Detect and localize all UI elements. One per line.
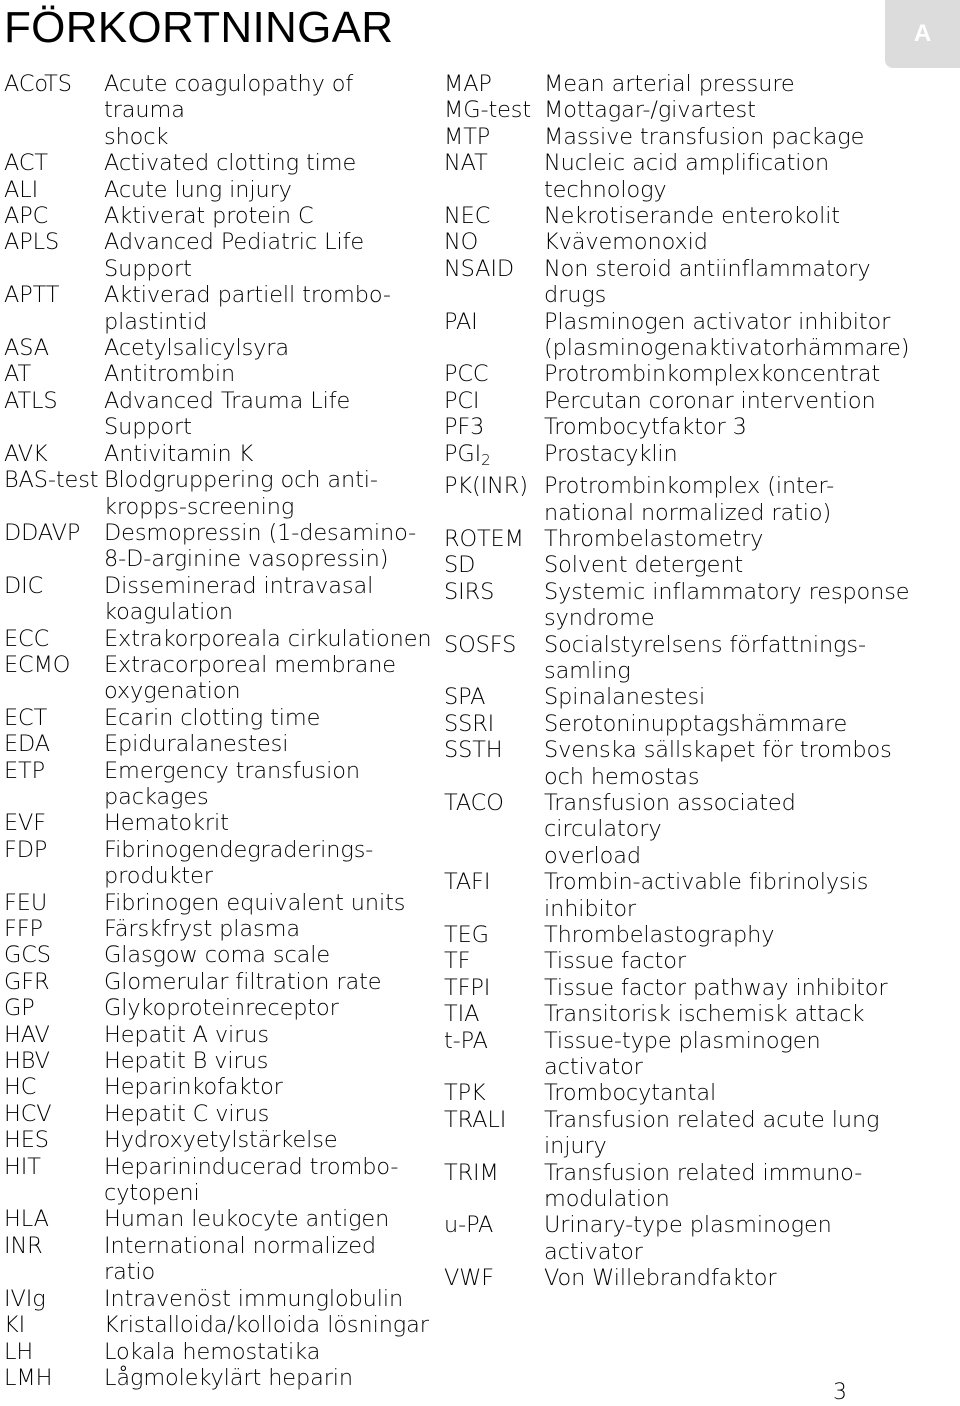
definition: Mean arterial pressure <box>544 71 795 97</box>
definition: Plasminogen activator inhibitor (plasminogenaktivatorhämmare) <box>544 308 910 362</box>
abbreviation <box>444 256 544 309</box>
abbreviation-text: MAP <box>444 71 492 97</box>
abbreviation <box>444 1028 544 1081</box>
abbreviation-entry <box>444 414 914 440</box>
abbreviation <box>444 203 544 229</box>
abbreviation-text: BAS-test <box>4 467 99 494</box>
abbreviation <box>4 890 104 916</box>
definition: Transfusion associated circulatory overload <box>544 789 796 869</box>
definition: Transfusion related acute lung injury <box>544 1106 880 1160</box>
abbreviation <box>444 975 544 1001</box>
abbreviation-text: PF3 <box>444 414 485 441</box>
definition: Urinary-type plasminogen activator <box>544 1212 832 1265</box>
abbreviation-text: PGI <box>444 440 482 467</box>
definition: Intravenöst immunglobulin <box>104 1285 404 1312</box>
abbreviation <box>4 731 104 757</box>
definition: Advanced Trauma Life Support <box>104 387 351 441</box>
definition: Systemic inflammatory response syndrome <box>544 578 910 632</box>
abbreviation-entry <box>444 309 914 362</box>
abbreviation-entry <box>444 256 914 309</box>
definition: Färskfryst plasma <box>104 916 300 942</box>
abbreviation-text: HBV <box>4 1048 50 1075</box>
definition: Protrombinkomplex (inter- national normalized ratio) <box>544 473 835 526</box>
abbreviation-text: AT <box>4 361 32 388</box>
abbreviation-text: GFR <box>4 968 50 995</box>
definition: Prostacyklin <box>544 440 678 467</box>
abbreviation-entry <box>4 758 434 811</box>
definition: Non steroid antiinflammatory drugs <box>544 255 871 309</box>
abbreviation-text: SIRS <box>444 578 495 605</box>
abbreviation-entry <box>444 441 914 473</box>
abbreviation-entry <box>444 1028 914 1081</box>
abbreviation-entry <box>4 335 434 361</box>
definition: Trombocytantal <box>544 1080 717 1107</box>
abbreviation-text: LH <box>4 1338 34 1365</box>
abbreviation-entry <box>4 282 434 335</box>
abbreviation-entry <box>4 177 434 203</box>
abbreviation <box>4 995 104 1021</box>
abbreviation-text: GCS <box>4 942 51 969</box>
definition: Aktiverad partiell trombo- plastintid <box>104 282 391 335</box>
abbreviation-text: AVK <box>4 440 48 467</box>
abbreviation-entry <box>4 1233 434 1286</box>
abbreviation <box>444 684 544 710</box>
abbreviation <box>4 229 104 282</box>
abbreviation <box>4 282 104 335</box>
abbreviation-text: u-PA <box>444 1212 494 1239</box>
abbreviation-text: NO <box>444 229 479 256</box>
abbreviation <box>4 520 104 573</box>
abbreviation <box>444 441 544 473</box>
abbreviation-entry <box>4 467 434 520</box>
abbreviation-text: SPA <box>444 684 486 711</box>
definition: Advanced Pediatric Life Support <box>104 229 365 282</box>
definition: Heparinkofaktor <box>104 1074 283 1101</box>
abbreviation-list-left <box>4 71 434 1391</box>
definition: Hydroxyetylstärkelse <box>104 1127 338 1154</box>
abbreviation <box>444 869 544 922</box>
abbreviation-entry <box>4 1365 434 1391</box>
abbreviation <box>4 810 104 836</box>
abbreviation-text: SD <box>444 552 476 579</box>
abbreviation-text: DDAVP <box>4 519 81 546</box>
definition: Glomerular filtration rate <box>104 968 382 995</box>
abbreviation-entry <box>4 441 434 467</box>
abbreviation <box>444 948 544 974</box>
abbreviation-text: LMH <box>4 1364 53 1391</box>
abbreviation <box>444 1160 544 1213</box>
abbreviation-text: MG-test <box>444 97 532 124</box>
abbreviation <box>4 1206 104 1232</box>
abbreviation-text: DIC <box>4 572 44 599</box>
abbreviation-text: TIA <box>444 1001 480 1028</box>
abbreviation <box>444 552 544 578</box>
abbreviation-entry <box>4 1022 434 1048</box>
abbreviation-entry <box>4 1339 434 1365</box>
abbreviation-text: HIT <box>4 1153 41 1180</box>
abbreviation-entry <box>444 1080 914 1106</box>
abbreviation-entry <box>4 995 434 1021</box>
abbreviation-entry <box>4 705 434 731</box>
abbreviation-entry <box>444 552 914 578</box>
abbreviation-text: ECC <box>4 625 50 652</box>
abbreviation <box>4 1233 104 1286</box>
definition: Solvent detergent <box>544 552 744 579</box>
abbreviation-entry <box>4 916 434 942</box>
section-tab: A <box>885 0 960 68</box>
definition: Tissue-type plasminogen activator <box>544 1027 821 1081</box>
abbreviation-text: ETP <box>4 757 46 784</box>
abbreviation-text: PCC <box>444 361 489 388</box>
definition: Fibrinogendegraderings- produkter <box>104 836 374 890</box>
abbreviation <box>4 1154 104 1207</box>
abbreviation-entry <box>4 652 434 705</box>
abbreviation-text: PCI <box>444 387 480 414</box>
abbreviation-text: SSTH <box>444 737 503 764</box>
abbreviation-text: ACT <box>4 150 48 177</box>
abbreviation-text: t-PA <box>444 1027 488 1054</box>
definition: Thrombelastometry <box>544 525 764 552</box>
abbreviation <box>4 1127 104 1153</box>
abbreviation-text: TRALI <box>444 1106 507 1133</box>
abbreviation <box>444 71 544 97</box>
abbreviation <box>444 1080 544 1106</box>
abbreviation-entry <box>444 869 914 922</box>
abbreviation-text: TRIM <box>444 1159 499 1186</box>
definition: Fibrinogen equivalent units <box>104 889 406 916</box>
abbreviation-entry <box>4 1048 434 1074</box>
definition: Nekrotiserande enterokolit <box>544 203 840 230</box>
abbreviation-text: HC <box>4 1074 37 1101</box>
abbreviation-entry <box>4 1127 434 1153</box>
definition: Kristalloida/kolloida lösningar <box>104 1312 429 1339</box>
abbreviation <box>444 526 544 552</box>
abbreviation <box>4 1339 104 1365</box>
abbreviation-text: ROTEM <box>444 525 524 552</box>
abbreviation-text: TFPI <box>444 974 491 1001</box>
definition: Mottagar-/givartest <box>544 97 756 124</box>
abbreviation-entry <box>444 790 914 869</box>
definition: Glasgow coma scale <box>104 942 331 969</box>
abbreviation-text: FDP <box>4 836 48 863</box>
definition: Tissue factor pathway inhibitor <box>544 974 888 1001</box>
abbreviation-entry <box>444 1001 914 1027</box>
abbreviation-entry <box>4 71 434 150</box>
abbreviation-text: HCV <box>4 1100 52 1127</box>
abbreviation-text: INR <box>4 1232 43 1259</box>
abbreviation <box>444 711 544 737</box>
definition: Massive transfusion package <box>544 123 865 150</box>
definition: Acetylsalicylsyra <box>104 335 290 362</box>
abbreviation-text: ECT <box>4 704 48 731</box>
definition: Heparininducerad trombo- cytopeni <box>104 1153 399 1207</box>
abbreviation-text: TF <box>444 948 471 975</box>
abbreviation-text: FEU <box>4 889 48 916</box>
abbreviation <box>444 361 544 387</box>
abbreviation <box>4 203 104 229</box>
definition: Socialstyrelsens författnings- samling <box>544 631 866 684</box>
abbreviation-text: MTP <box>444 123 491 150</box>
abbreviation <box>4 467 104 520</box>
abbreviation-entry <box>444 1212 914 1265</box>
abbreviation <box>4 1286 104 1312</box>
definition: Glykoproteinreceptor <box>104 995 339 1022</box>
abbreviation-entry <box>444 1160 914 1213</box>
abbreviation <box>4 626 104 652</box>
abbreviation <box>444 632 544 685</box>
definition: Desmopressin (1-desamino- 8-D-arginine vasopressin) <box>104 519 417 573</box>
abbreviation-entry <box>444 975 914 1001</box>
abbreviation-text: ECMO <box>4 651 71 678</box>
abbreviation-entry <box>444 711 914 737</box>
definition: Nucleic acid amplification technology <box>544 150 830 203</box>
abbreviation-text: SSRI <box>444 710 495 737</box>
abbreviation-entry <box>444 526 914 552</box>
abbreviation-text: APLS <box>4 229 60 256</box>
abbreviation <box>444 579 544 632</box>
abbreviation <box>4 361 104 387</box>
definition: Lokala hemostatika <box>104 1338 321 1365</box>
abbreviation <box>4 177 104 203</box>
abbreviation <box>444 1265 544 1291</box>
definition: Hepatit A virus <box>104 1021 269 1048</box>
abbreviation <box>444 1001 544 1027</box>
definition: Aktiverat protein C <box>104 203 314 230</box>
abbreviation-entry <box>4 203 434 229</box>
abbreviation-text: ATLS <box>4 387 58 414</box>
abbreviation <box>4 1365 104 1391</box>
abbreviation-entry <box>4 361 434 387</box>
abbreviation <box>4 388 104 441</box>
abbreviation <box>444 790 544 869</box>
abbreviation-text: APTT <box>4 282 60 309</box>
abbreviation-text: NAT <box>444 150 488 177</box>
definition: Antitrombin <box>104 361 236 388</box>
abbreviation-entry <box>4 890 434 916</box>
abbreviation <box>4 942 104 968</box>
abbreviation-entry <box>444 229 914 255</box>
abbreviation-list-right <box>444 71 914 1292</box>
abbreviation <box>4 837 104 890</box>
abbreviation <box>444 473 544 526</box>
abbreviation-entry <box>4 1286 434 1312</box>
abbreviation-text: HAV <box>4 1021 50 1048</box>
definition: Kvävemonoxid <box>544 229 708 256</box>
definition: Emergency transfusion packages <box>104 757 360 810</box>
abbreviation <box>4 705 104 731</box>
abbreviation <box>444 150 544 203</box>
abbreviation <box>4 1048 104 1074</box>
abbreviation <box>444 124 544 150</box>
abbreviation-entry <box>4 626 434 652</box>
abbreviation-entry <box>444 684 914 710</box>
abbreviation-subscript: 2 <box>481 450 491 469</box>
abbreviation-text: TEG <box>444 922 489 948</box>
definition: Protrombinkomplexkoncentrat <box>544 361 881 388</box>
abbreviation-text: EVF <box>4 810 47 837</box>
abbreviation-entry <box>4 1206 434 1232</box>
abbreviation <box>4 1101 104 1127</box>
abbreviation-text: HES <box>4 1127 49 1154</box>
definition: Hepatit B virus <box>104 1048 269 1075</box>
definition: Antivitamin K <box>104 440 254 467</box>
definition: Blodgruppering och anti- kropps-screening <box>104 467 378 520</box>
abbreviation <box>4 335 104 361</box>
abbreviation-entry <box>444 922 914 948</box>
abbreviation-entry <box>444 579 914 632</box>
abbreviation <box>4 150 104 176</box>
abbreviation-text: PK(INR) <box>444 473 528 500</box>
abbreviation <box>4 1312 104 1338</box>
abbreviation-entry <box>4 573 434 626</box>
abbreviation-entry <box>444 737 914 790</box>
abbreviation-text: APC <box>4 203 49 230</box>
abbreviation-text: IVIg <box>4 1285 46 1312</box>
definition: Hepatit C virus <box>104 1100 270 1127</box>
abbreviation <box>4 916 104 942</box>
abbreviation <box>4 71 104 150</box>
abbreviation-entry <box>444 1265 914 1291</box>
abbreviation-entry <box>4 1154 434 1207</box>
abbreviation-entry <box>444 203 914 229</box>
definition: Extracorporeal membrane oxygenation <box>104 651 396 705</box>
page-title: FÖRKORTNINGAR <box>4 3 394 52</box>
abbreviation <box>444 1212 544 1265</box>
abbreviation-entry <box>444 632 914 685</box>
abbreviation-text: TACO <box>444 789 504 816</box>
abbreviation-entry <box>4 388 434 441</box>
abbreviation-entry <box>4 1074 434 1100</box>
abbreviation-text: NSAID <box>444 255 515 282</box>
abbreviation-text: TAFI <box>444 869 491 896</box>
abbreviation-entry <box>444 388 914 414</box>
abbreviation <box>444 309 544 362</box>
abbreviation <box>444 414 544 440</box>
abbreviation-entry <box>4 731 434 757</box>
definition: Extrakorporeala cirkulationen <box>104 625 432 652</box>
definition: International normalized ratio <box>104 1232 377 1286</box>
abbreviation-text: ALI <box>4 176 39 203</box>
definition: Transitorisk ischemisk attack <box>544 1001 865 1028</box>
abbreviation-entry <box>4 520 434 573</box>
definition: Lågmolekylärt heparin <box>104 1364 354 1391</box>
abbreviation-entry <box>4 837 434 890</box>
abbreviation-text: SOSFS <box>444 631 517 658</box>
definition: Trombocytfaktor 3 <box>544 414 747 441</box>
abbreviation <box>444 97 544 123</box>
definition: Percutan coronar intervention <box>544 387 876 414</box>
definition: Transfusion related immuno- modulation <box>544 1159 863 1213</box>
abbreviation-entry <box>4 1312 434 1338</box>
abbreviation <box>444 737 544 790</box>
abbreviation <box>4 652 104 705</box>
definition: Human leukocyte antigen <box>104 1206 390 1233</box>
abbreviation <box>4 573 104 626</box>
abbreviation <box>444 1107 544 1160</box>
abbreviation-entry <box>444 948 914 974</box>
definition: Serotoninupptagshämmare <box>544 710 848 737</box>
definition: Acute coagulopathy of trauma shock <box>104 71 354 150</box>
abbreviation <box>4 969 104 995</box>
definition: Epiduralanestesi <box>104 731 289 758</box>
definition: Thrombelastography <box>544 922 775 948</box>
definition: Disseminerad intravasal koagulation <box>104 572 374 626</box>
abbreviation-text: GP <box>4 995 35 1022</box>
abbreviation <box>4 441 104 467</box>
definition: Activated clotting time <box>104 150 357 177</box>
abbreviation-entry <box>4 229 434 282</box>
abbreviation-text: EDA <box>4 731 51 758</box>
abbreviation-text: VWF <box>444 1265 495 1292</box>
abbreviation-text: NEC <box>444 203 491 230</box>
abbreviation-entry <box>444 473 914 526</box>
abbreviation-text: ASA <box>4 335 49 362</box>
abbreviation-entry <box>4 810 434 836</box>
abbreviation-text: ACoTS <box>4 71 72 97</box>
definition: Spinalanestesi <box>544 684 706 711</box>
definition: Tissue factor <box>544 948 686 975</box>
abbreviation-entry <box>4 1101 434 1127</box>
abbreviation-entry <box>444 150 914 203</box>
abbreviation-entry <box>4 942 434 968</box>
abbreviation <box>4 1022 104 1048</box>
definition: Von Willebrandfaktor <box>544 1265 777 1292</box>
abbreviation-entry <box>444 97 914 123</box>
abbreviation <box>444 229 544 255</box>
abbreviation <box>4 1074 104 1100</box>
abbreviation <box>444 922 544 948</box>
abbreviation-entry <box>4 969 434 995</box>
abbreviation-text: HLA <box>4 1206 49 1233</box>
abbreviation-entry <box>444 71 914 97</box>
definition: Svenska sällskapet för trombos och hemostas <box>544 737 892 790</box>
abbreviation-entry <box>4 150 434 176</box>
abbreviation-text: PAI <box>444 308 478 335</box>
page-number: 3 <box>833 1380 847 1405</box>
abbreviation-text: FFP <box>4 916 43 942</box>
definition: Ecarin clotting time <box>104 704 321 731</box>
definition: Acute lung injury <box>104 176 292 203</box>
abbreviation-text: KI <box>4 1312 26 1339</box>
abbreviation <box>444 388 544 414</box>
abbreviation-entry <box>444 124 914 150</box>
abbreviation-entry <box>444 1107 914 1160</box>
abbreviation-text: TPK <box>444 1080 486 1107</box>
definition: Trombin-activable fibrinolysis inhibitor <box>544 869 869 922</box>
abbreviation-entry <box>444 361 914 387</box>
definition: Hematokrit <box>104 810 229 837</box>
abbreviation <box>4 758 104 811</box>
